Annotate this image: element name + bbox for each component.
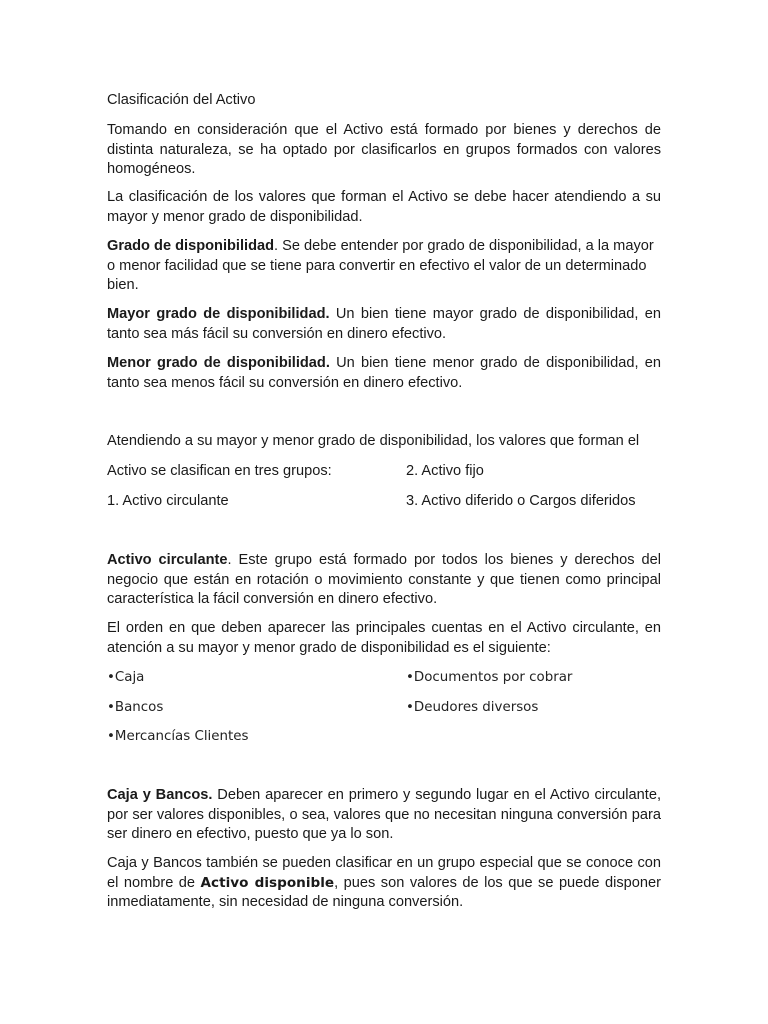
text-final-post: , pues son valores de los que se puede disponer inmediatamente, sin necesidad de ninguna conversión. bbox=[107, 874, 661, 910]
paragraph-menor bbox=[107, 354, 661, 393]
paragraph-intro: Tomando en consideración que el Activo está formado por bienes y derechos de distinta naturaleza, se ha optado por clasificarlos en grupos formados con valores homogéneos. bbox=[107, 122, 661, 177]
grupos-line-3-right: 3. Activo diferido o Cargos diferidos bbox=[406, 493, 636, 509]
list-item-mercancias: •Mercancías Clientes bbox=[107, 729, 249, 744]
term-caja-bancos: Caja y Bancos. bbox=[107, 787, 213, 803]
term-activo-disponible: Activo disponible bbox=[200, 874, 335, 891]
term-grado: Grado de disponibilidad bbox=[107, 238, 275, 254]
list-item-bancos: •Bancos bbox=[107, 700, 164, 715]
term-circulante: Activo circulante bbox=[107, 552, 228, 568]
term-mayor: Mayor grado de disponibilidad. bbox=[107, 306, 330, 322]
text-circulante: . Este grupo está formado por todos los bienes y derechos del negocio que están en rotación o movimiento constante y que tienen como principal característica la fácil conversión en dinero efectivo. bbox=[107, 552, 661, 607]
text-mayor: Un bien tiene mayor grado de disponibilidad, en tanto sea más fácil su conversión en dinero efectivo. bbox=[107, 306, 661, 342]
paragraph-orden: El orden en que deben aparecer las principales cuentas en el Activo circulante, en atención a su mayor y menor grado de disponibilidad es el siguiente: bbox=[107, 620, 661, 656]
grupos-line-2-left: Activo se clasifican en tres grupos: bbox=[107, 463, 332, 479]
grupos-line-3-left: 1. Activo circulante bbox=[107, 493, 229, 509]
grupos-line-1: Atendiendo a su mayor y menor grado de disponibilidad, los valores que forman el bbox=[107, 433, 640, 449]
text-final-pre: Caja y Bancos también se pueden clasificar en un grupo especial que se conoce con el nombre de bbox=[107, 855, 661, 891]
grupos-line-2-right: 2. Activo fijo bbox=[406, 463, 484, 479]
paragraph-circulante bbox=[107, 551, 661, 610]
paragraph-mayor bbox=[107, 305, 661, 344]
list-item-documentos: •Documentos por cobrar bbox=[406, 670, 573, 685]
paragraph-activo-disponible bbox=[107, 854, 661, 913]
term-menor: Menor grado de disponibilidad. bbox=[107, 355, 330, 371]
text-menor: Un bien tiene menor grado de disponibilidad, en tanto sea menos fácil su conversión en dinero efectivo. bbox=[107, 355, 661, 391]
list-item-deudores: •Deudores diversos bbox=[406, 700, 539, 715]
document-title: Clasificación del Activo bbox=[107, 92, 256, 108]
paragraph-caja-bancos bbox=[107, 786, 661, 845]
text-caja-bancos: Deben aparecer en primero y segundo lugar en el Activo circulante, por ser valores disponibles, o sea, valores que no necesitan ninguna conversión para ser dinero en efectivo, puesto que ya lo son. bbox=[107, 787, 661, 842]
text-grado: . Se debe entender por grado de disponibilidad, a la mayor o menor facilidad que se tiene para convertir en efectivo el valor de un determinado bien. bbox=[107, 238, 654, 293]
list-item-caja: •Caja bbox=[107, 670, 145, 685]
paragraph-clasificacion: La clasificación de los valores que forman el Activo se debe hacer atendiendo a su mayor y menor grado de disponibilidad. bbox=[107, 189, 661, 225]
paragraph-grado bbox=[107, 237, 661, 296]
